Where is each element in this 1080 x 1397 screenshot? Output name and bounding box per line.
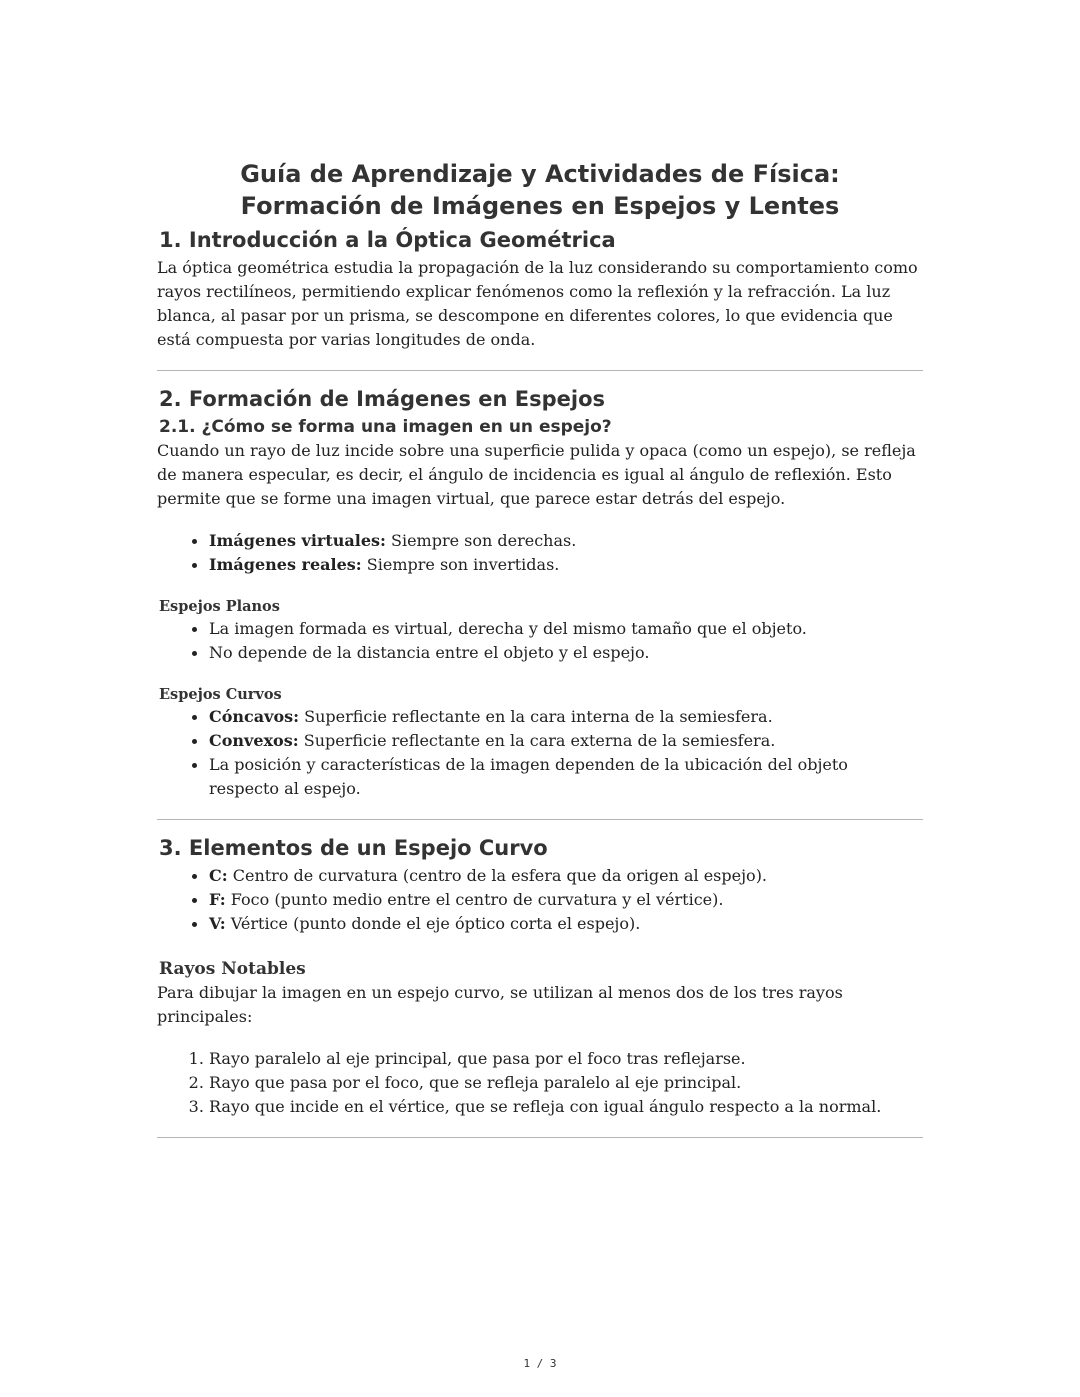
document-page [157, 158, 923, 1138]
elements-list [157, 864, 923, 936]
list-item: • Imágenes reales: Siempre son invertidas. [209, 553, 923, 577]
list-item: • V: Vértice (punto donde el eje óptico corta el espejo). [209, 912, 923, 936]
section-intro [157, 226, 923, 352]
section-heading-intro: 1. Introducción a la Óptica Geométrica [159, 228, 616, 252]
curved-mirrors-heading: Espejos Curvos [159, 686, 282, 703]
list-item: 2. Rayo que pasa por el foco, que se refleja paralelo al eje principal. [209, 1071, 923, 1095]
list-item: 1. Rayo paralelo al eje principal, que pasa por el foco tras reflejarse. [209, 1047, 923, 1071]
image-types-list [157, 529, 923, 577]
flat-mirrors-heading: Espejos Planos [159, 598, 280, 615]
mirrors-paragraph: Cuando un rayo de luz incide sobre una superficie pulida y opaca (como un espejo), se refleja de manera especular, es decir, el ángulo de incidencia es igual al ángulo de reflexión. Esto permite que se forme una imagen virtual, que parece estar detrás del espejo. [157, 441, 916, 508]
list-item: • Convexos: Superficie reflectante en la cara externa de la semiesfera. [209, 729, 923, 753]
curved-mirrors-list [157, 705, 923, 801]
section-heading-elements: 3. Elementos de un Espejo Curvo [159, 836, 548, 860]
rays-list [157, 1047, 923, 1119]
section-divider [157, 1137, 923, 1138]
intro-paragraph: La óptica geométrica estudia la propagación de la luz considerando su comportamiento como rayos rectilíneos, permitiendo explicar fenómenos como la reflexión y la refracción. La luz blanca, al pasar por un prisma, se descompone en diferentes colores, lo que evidencia que está compuesta por varias longitudes de onda. [157, 258, 918, 349]
rays-paragraph: Para dibujar la imagen en un espejo curvo, se utilizan al menos dos de los tres rayos principales: [157, 983, 843, 1026]
section-curved-elements [157, 834, 923, 1119]
section-divider [157, 819, 923, 820]
rays-heading: Rayos Notables [159, 959, 306, 979]
list-item: • Cóncavos: Superficie reflectante en la cara interna de la semiesfera. [209, 705, 923, 729]
section-mirrors [157, 385, 923, 801]
list-item: • La posición y características de la imagen dependen de la ubicación del objeto respecto al espejo. [209, 753, 923, 801]
section-heading-mirrors: 2. Formación de Imágenes en Espejos [159, 387, 606, 411]
list-item: • No depende de la distancia entre el objeto y el espejo. [209, 641, 923, 665]
list-item: 3. Rayo que incide en el vértice, que se refleja con igual ángulo respecto a la normal. [209, 1095, 923, 1119]
document-title: Guía de Aprendizaje y Actividades de Física: Formación de Imágenes en Espejos y Lentes [240, 160, 840, 220]
flat-mirrors-list [157, 617, 923, 665]
page-number: 1 / 3 [523, 1357, 557, 1370]
section-divider [157, 370, 923, 371]
subsection-heading: 2.1. ¿Cómo se forma una imagen en un espejo? [159, 417, 612, 437]
list-item: • La imagen formada es virtual, derecha y del mismo tamaño que el objeto. [209, 617, 923, 641]
list-item: • Imágenes virtuales: Siempre son derechas. [209, 529, 923, 553]
list-item: • F: Foco (punto medio entre el centro de curvatura y el vértice). [209, 888, 923, 912]
list-item: • C: Centro de curvatura (centro de la esfera que da origen al espejo). [209, 864, 923, 888]
